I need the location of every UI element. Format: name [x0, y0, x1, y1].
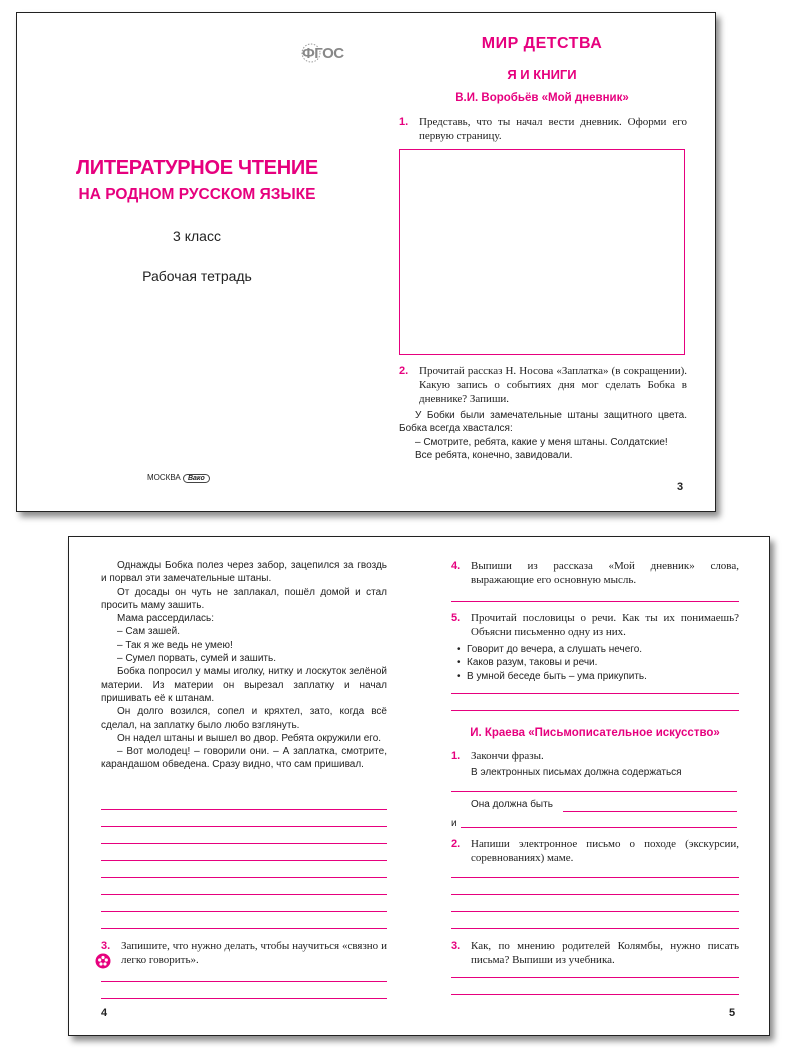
task-number: 4. — [451, 560, 461, 572]
book-title-line1: ЛИТЕРАТУРНОЕ ЧТЕНИЕ — [76, 157, 318, 179]
story-paragraph: От досады он чуть не заплакал, пошёл домой и стал просить маму зашить. — [101, 586, 387, 611]
task-text: Закончи фразы. — [471, 750, 544, 762]
title-page-spread — [16, 12, 716, 512]
page-number: 5 — [729, 1007, 736, 1019]
task-5 — [451, 611, 739, 639]
task-3-right — [451, 939, 739, 967]
task-text: Как, по мнению родителей Колямбы, нужно писать письма? Выпиши из учебника. — [471, 940, 739, 966]
section-title: МИР ДЕТСТВА — [481, 35, 603, 52]
answer-lines-task3-right[interactable] — [451, 977, 739, 1011]
workbook-subtitle: Рабочая тетрадь — [142, 268, 252, 284]
task-1 — [399, 115, 687, 143]
story2-title: И. Краева «Письмописательное искусство» — [470, 727, 720, 739]
phrase-3: и — [451, 818, 457, 829]
answer-lines-task3-left[interactable] — [101, 981, 387, 1015]
answer-lines-task5[interactable] — [451, 693, 739, 727]
story-paragraph: – Сумел порвать, сумей и зашить. — [117, 653, 276, 665]
task-number: 5. — [451, 612, 461, 624]
grade-label: 3 класс — [173, 228, 221, 244]
fill-line-phrase-1[interactable] — [451, 791, 737, 792]
publisher-city: МОСКВА — [147, 473, 181, 482]
task-text: Прочитай рассказ Н. Носова «Заплатка» (в сокращении). Какую запись о событиях дня мог сделать Бобка в дневнике? Запиши. — [419, 365, 687, 405]
phrase-1: В электронных письмах должна содержаться — [471, 767, 682, 778]
task-number: 3. — [451, 940, 461, 952]
story-paragraph: – Сам зашей. — [117, 626, 180, 638]
task-2-email — [451, 837, 739, 865]
phrase-2: Она должна быть — [471, 799, 553, 810]
task-number: 2. — [399, 365, 409, 377]
page-number: 3 — [677, 481, 684, 493]
publisher-logo: Вако — [183, 474, 210, 483]
proverb-item: • Говорит до вечера, а слушать нечего. — [455, 643, 739, 656]
task-number: 3. — [101, 940, 111, 952]
story-paragraph: – Так я же ведь не умею! — [117, 639, 233, 651]
task-number: 2. — [451, 838, 461, 850]
story-paragraph: Мама рассердилась: — [117, 613, 215, 625]
excerpt-paragraph: – Смотрите, ребята, какие у меня штаны. Солдатские! — [415, 436, 668, 448]
answer-lines-story[interactable] — [101, 809, 387, 945]
story-paragraph: Однажды Бобка полез через забор, зацепился за гвоздь и порвал эти замечательные штаны. — [101, 560, 387, 585]
task-number: 1. — [451, 750, 461, 762]
page-number: 4 — [101, 1007, 108, 1019]
fill-line-phrase-2[interactable] — [563, 811, 737, 812]
excerpt-paragraph: Все ребята, конечно, завидовали. — [415, 449, 573, 461]
story-text — [101, 559, 387, 772]
proverb-item: • В умной беседе быть – ума прикупить. — [455, 670, 739, 683]
task-2 — [399, 364, 687, 406]
story-excerpt — [399, 409, 687, 462]
task-text: Выпиши из рассказа «Мой дневник» слова, выражающие его основную мысль. — [471, 560, 739, 586]
story-paragraph: – Вот молодец! – говорили они. – А заплатка, смотрите, карандашом обведена. Сразу видно, что сам пришивал. — [101, 746, 387, 771]
proverbs-list — [455, 643, 739, 683]
answer-lines-task2[interactable] — [451, 877, 739, 945]
diary-drawing-box[interactable] — [399, 149, 685, 355]
task-text: Запишите, что нужно делать, чтобы научиться «связно и легко говорить». — [121, 940, 387, 966]
proverb-item: • Каков разум, таковы и речи. — [455, 656, 739, 669]
task-text: Представь, что ты начал вести дневник. Оформи его первую страницу. — [419, 116, 687, 142]
book-title-line2: НА РОДНОМ РУССКОМ ЯЗЫКЕ — [78, 186, 316, 203]
task-1-phrases — [451, 749, 739, 763]
publisher — [147, 473, 210, 483]
task-text: Напиши электронное письмо о походе (экскурсии, соревнованиях) маме. — [471, 838, 739, 864]
story-paragraph: Бобка попросил у мамы иголку, нитку и лоскуток зелёной материи. Из материи он вырезал заплатку и начал пришивать её к штанам. — [101, 666, 387, 704]
fgos-label: ФГОС — [302, 45, 344, 62]
story-title: В.И. Воробьёв «Мой дневник» — [455, 92, 629, 104]
flower-icon — [95, 953, 111, 969]
task-number: 1. — [399, 116, 409, 128]
fill-line-phrase-3[interactable] — [461, 827, 737, 828]
task-text: Прочитай пословицы о речи. Как ты их понимаешь? Объясни письменно одну из них. — [471, 612, 739, 638]
story-paragraph: Он долго возился, сопел и кряхтел, зато, когда всё сделал, на заплатку было любо взглянуть. — [101, 706, 387, 731]
chapter-title: Я И КНИГИ — [507, 67, 577, 82]
fgos-logo — [299, 39, 359, 69]
excerpt-paragraph: У Бобки были замечательные штаны защитного цвета. Бобка всегда хвастался: — [399, 410, 687, 435]
task-4 — [451, 559, 739, 587]
workbook-spread — [68, 536, 770, 1036]
story-paragraph: Он надел штаны и вышел во двор. Ребята окружили его. — [117, 732, 382, 744]
task-3-left — [101, 939, 387, 967]
